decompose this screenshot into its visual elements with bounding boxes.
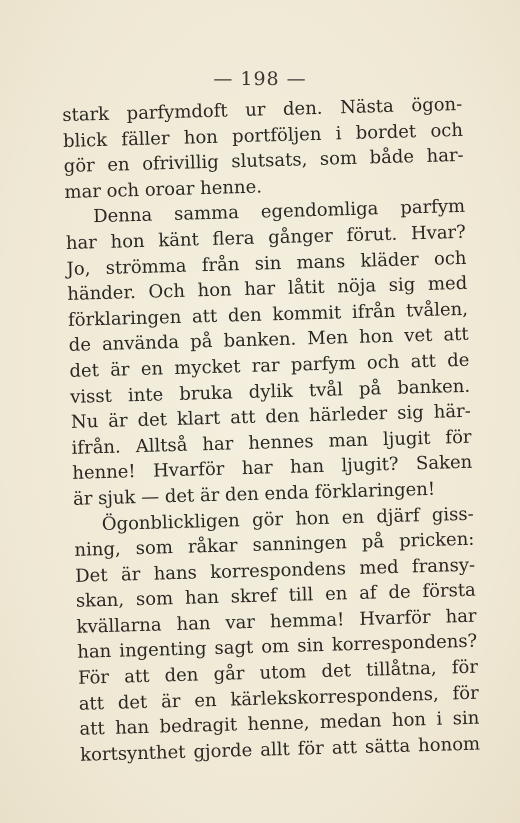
text-line: kvällarna han var hemma! Hvarför har bbox=[76, 605, 477, 638]
text-line: Jo, strömma från sin mans kläder och bbox=[66, 247, 467, 280]
text-line: de använda på banken. Men hon vet att bbox=[68, 324, 469, 357]
text-line: att det är en kärlekskorrespondens, för bbox=[78, 682, 479, 715]
text-line: kortsynthet gjorde allt för att sätta honom bbox=[79, 733, 481, 766]
text-line: blick fäller hon portföljen i bordet och bbox=[62, 119, 464, 152]
text-line: Ögonblickligen gör hon en djärf giss- bbox=[101, 503, 474, 535]
text-line: Nu är det klart att den härleder sig här- bbox=[70, 400, 472, 433]
text-line: förklaringen att den kommit ifrån tvålen, bbox=[67, 298, 469, 331]
text-line: är sjuk — det är den enda förklaringen! bbox=[72, 478, 436, 510]
text-line: ning, som råkar sanningen på pricken: bbox=[74, 528, 475, 561]
text-line: För att den går utom det tillåtna, för bbox=[77, 656, 479, 689]
text-line: stark parfymdoft ur den. Nästa ögon- bbox=[62, 93, 463, 126]
text-line: visst inte bruka dylik tvål på banken. bbox=[69, 375, 471, 408]
text-line: henne! Hvarför har han ljugit? Saken bbox=[72, 452, 473, 485]
text-line: ifrån. Alltså har hennes man ljugit för bbox=[71, 426, 472, 459]
text-line: gör en ofrivillig slutsats, som både har- bbox=[63, 144, 464, 178]
text-line: Denna samma egendomliga parfym bbox=[92, 196, 466, 228]
text-line: han ingenting sagt om sin korrespondens? bbox=[77, 631, 478, 664]
text-line: mar och oroar henne. bbox=[64, 176, 263, 203]
body-text bbox=[62, 92, 480, 768]
text-line: Det är hans korrespondens med fransy- bbox=[74, 554, 476, 587]
text-line: händer. Och hon har låtit nöja sig med bbox=[67, 272, 468, 306]
text-line: det är en mycket rar parfym och att de bbox=[69, 349, 470, 382]
text-line: har hon känt flera gånger förut. Hvar? bbox=[65, 221, 467, 254]
text-line: skan, som han skref till en af de första bbox=[75, 579, 477, 613]
page-number: — 198 — bbox=[213, 68, 307, 90]
text-line: att han bedragit henne, medan hon i sin bbox=[79, 707, 480, 741]
